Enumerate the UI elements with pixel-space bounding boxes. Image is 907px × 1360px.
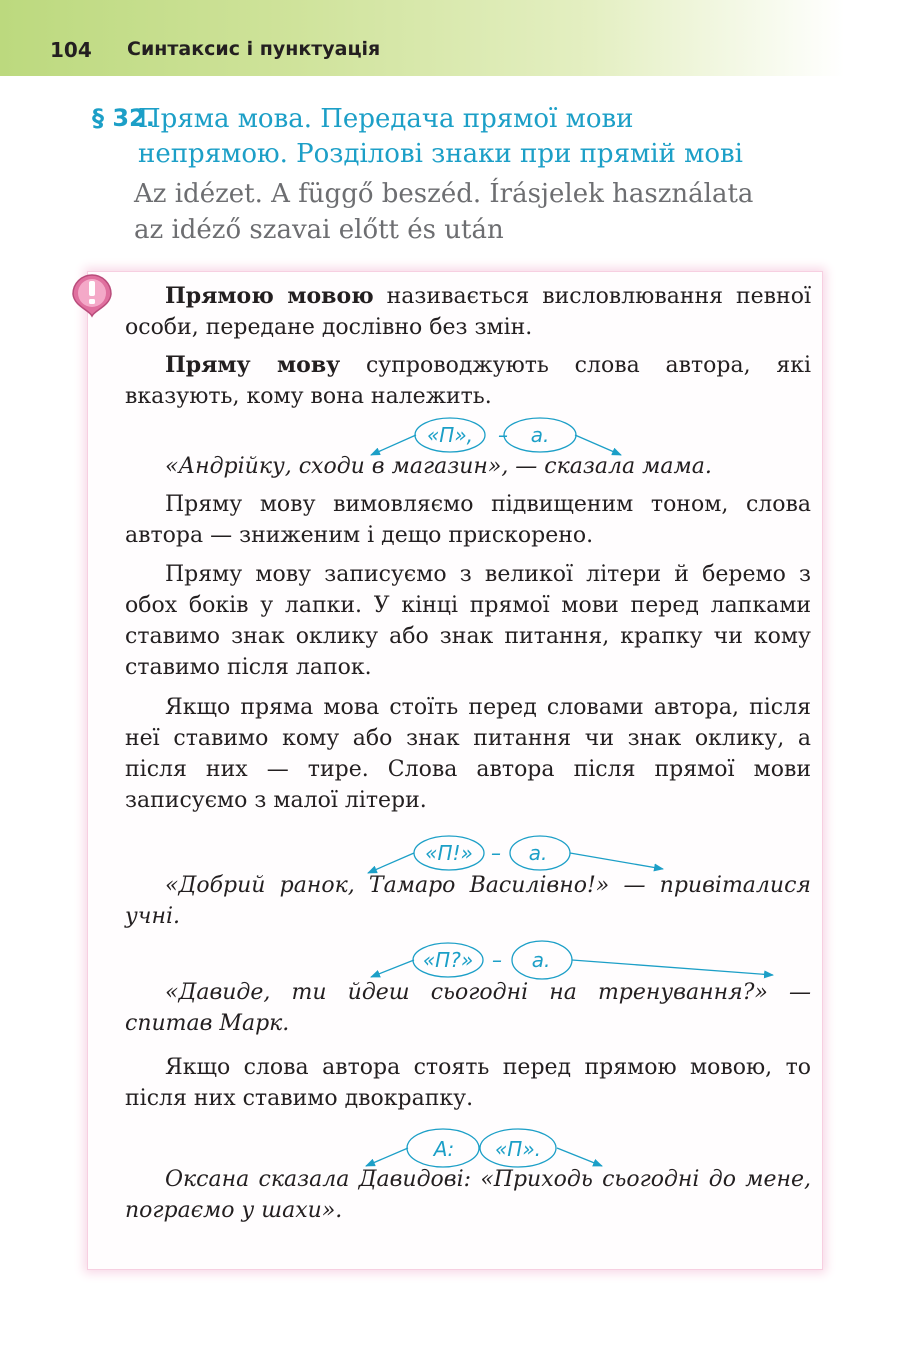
term-direct-speech: Прямою мовою: [165, 283, 374, 309]
schema-1-dash: –: [498, 423, 508, 447]
title-ukrainian: [138, 102, 743, 172]
schema-2-left: «П!»: [425, 841, 473, 865]
title-hu-line2: az idéző szavai előtt és után: [134, 215, 504, 245]
example-4: Оксана сказала Давидові: «Приходь сьогодні до мене, пограємо у шахи».: [125, 1167, 811, 1223]
intonation-paragraph: Пряму мову вимовляємо підвищеним тоном, слова автора — зниженим і дещо прискорено.: [125, 492, 811, 548]
section-title: Синтаксис і пунктуація: [127, 38, 381, 60]
title-ua-line2: непрямою. Розділові знаки при прямій мові: [138, 139, 743, 169]
schema-4-left: А:: [433, 1137, 455, 1161]
schema-4-right: «П».: [494, 1137, 542, 1161]
schema-3-dash: –: [492, 948, 502, 972]
example-3: «Давиде, ти йдеш сьогодні на тренування?» — спитав Марк.: [125, 980, 811, 1036]
schema-1-right: а.: [530, 423, 550, 447]
author-words-text: супроводжують слова автора, які вказують, кому вона належить.: [125, 353, 812, 409]
title-hungarian: [134, 176, 753, 248]
page-number: 104: [50, 38, 92, 62]
author-before-speech-paragraph: Якщо слова автора стоять перед прямою мовою, то після них ставимо двокрапку.: [125, 1055, 811, 1111]
example-2: «Добрий ранок, Тамаро Василівно!» — привіталися учні.: [125, 873, 811, 929]
definition-text: називається висловлювання певної особи, передане дослівно без змін.: [125, 284, 811, 340]
title-hu-line1: Az idézet. A függő beszéd. Írásjelek használata: [134, 179, 754, 209]
title-ua-line1: Пряма мова. Передача прямої мови: [138, 104, 634, 134]
exclamation-icon: [70, 272, 114, 318]
paragraph-number: § 32.: [92, 104, 155, 132]
author-words-paragraph: [125, 350, 811, 412]
schema-2-dash: –: [491, 841, 501, 865]
schema-2-right: а.: [528, 841, 548, 865]
schema-3-right: а.: [531, 948, 551, 972]
speech-before-author-paragraph: Якщо пряма мова стоїть перед словами автора, після неї ставимо кому або знак питання чи знак оклику, а після них — тире. Слова автора після прямої мови записуємо з малої літери.: [125, 695, 811, 813]
schema-3-left: «П?»: [422, 948, 474, 972]
capital-quotes-paragraph: Пряму мову записуємо з великої літери й беремо з обох боків у лапки. У кінці прямої мови перед лапками ставимо знак оклику або знак питання, крапку чи кому ставимо після лапок.: [125, 562, 811, 680]
term-direct-speech-2: Пряму мову: [165, 352, 341, 378]
example-1: «Андрійку, сходи в магазин», — сказала мама.: [165, 454, 712, 479]
schema-1-left: «П»,: [426, 423, 474, 447]
definition-paragraph: [125, 281, 811, 343]
